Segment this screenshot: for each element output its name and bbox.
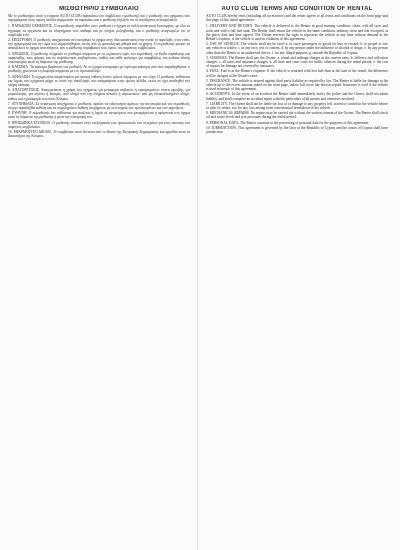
clause-english: 1. DELIVERY AND RETURN. The vehicle is delivered to the Renter in good running condition, clean, with all tyres and tools and with a full fuel tank. The Renter shall return the vehicle in the same condition, ordinary wear and tear excepted, at the place, date and time agreed. The Owner reserves the right to repossess the vehicle at any time without demand at the Renter's expense, if the vehicle is used in violation of this agreement. [206, 24, 388, 42]
clause-english: 4. FUEL. Fuel is at the Renter's expense. If the vehicle is returned with less fuel than at the start of the rental, the difference will be charged at the Owner's rates. [206, 69, 388, 78]
english-terms-column [206, 6, 388, 544]
clause-greek: 8. ΕΥΘΥΝΗ. Ο εκμισθωτής δεν ευθύνεται για απώλεια ή ζημιά σε αντικείμενα που μεταφέρονται ή αφήνονται στο όχημα κατά τη διάρκεια της μίσθωσης ή μετά την επιστροφή του. [8, 111, 190, 120]
clause-greek: 2. ΕΠΙΣΤΡΟΦΗ. Ο μισθωτής υποχρεούται να επιστρέψει το όχημα στην ίδια κατάσταση στην οποία το παρέλαβε, στον τόπο, την ημερομηνία και την ώρα που συμφωνήθηκαν, εκτός από τη φυσιολογική φθορά από τη χρήση. Ο εκμισθωτής μπορεί να ανακαλέσει το όχημα οποτεδήποτε, εάν ο μισθωτής παραβιάσει τους όρους του παρόντος συμβολαίου. [8, 38, 190, 51]
clause-english: 6. ACCIDENTS. In the event of an accident the Renter shall immediately notify the police and the Owner, shall not admit liability, and shall complete an accident report with the particulars of all parties and witnesses involved. [206, 92, 388, 101]
clause-greek: 3. ΧΡΕΩΣΕΙΣ. Ο μισθωτής πληρώνει το μίσθωμα σύμφωνα με τις ισχύουσες τιμές του εκμισθωτή, τα έξοδα παράδοσης και παραλαβής, τους φόρους και τις ασφαλιστικές επιβαρύνσεις, καθώς και κάθε πρόστιμο για παραβάσεις του κώδικα οδικής κυκλοφορίας κατά τη διάρκεια της μίσθωσης. [8, 51, 190, 65]
clause-greek: 9. ΠΡΟΣΩΠΙΚΑ ΣΤΟΙΧΕΙΑ. Ο μισθωτής συναινεί στην επεξεργασία των προσωπικών του στοιχείων για τους σκοπούς του παρόντος συμβολαίου. [8, 120, 190, 129]
english-clause-list [206, 24, 388, 134]
clause-english: 10. JURISDICTION. This agreement is governed by the laws of the Republic of Cyprus and the courts of Cyprus shall have jurisdiction. [206, 125, 388, 135]
greek-terms-column [8, 6, 190, 544]
english-intro: AUTO CLUB hereby rents (including all accessories) and the renter agrees to all terms and conditions on the front page and this page of this rental agreement. [206, 14, 388, 23]
english-title: AUTO CLUB TERMS AND CONDITION OF RENTAL [221, 6, 373, 12]
clause-greek: 7. ΑΤΥΧΗΜΑΤΑ. Σε περίπτωση ατυχήματος ο μισθωτής οφείλει να ειδοποιήσει αμέσως την αστυνομία και τον εκμισθωτή, να μην παραδεχθεί ευθύνη και να συμπληρώσει έκθεση ατυχήματος με τα στοιχεία των εμπλεκομένων και των μαρτύρων. [8, 101, 190, 111]
clause-greek: 5. ΑΣΦΑΛΙΣΗ. Το όχημα είναι ασφαλισμένο για αστική ευθύνη έναντι τρίτων σύμφωνα με τον νόμο. Ο μισθωτής ευθύνεται για ζημιές του οχήματος μέχρι το ποσό της απαλλαγής που αναγράφεται στην πρώτη σελίδα, εκτός αν έχει αποδεχθεί την πλήρη κάλυψη. [8, 74, 190, 88]
fold-line [197, 0, 198, 550]
greek-title: ΜΙΣΘΩΤΗΡΙΟ ΣΥΜΒΟΛΑΙΟ [59, 6, 139, 12]
clause-english: 9. PERSONAL DATA. The Renter consents to the processing of personal data for the purposes of this agreement. [206, 120, 370, 125]
clause-english: 2. USE OF VEHICLE. The vehicle shall not be used: a. to carry passengers or goods for hire or reward; b. to propel or tow any vehicle or trailer; c. in any race, test or contest; d. by any person under the influence of alcohol or drugs; e. by any person other than the Renter or an authorised driver; f. for any illegal purpose; g. outside the Republic of Cyprus. [206, 42, 388, 55]
clause-greek: 4. ΚΑΥΣΙΜΑ. Τα καύσιμα βαρύνουν τον μισθωτή. Αν το όχημα επιστραφεί με λιγότερα καύσιμα από όσα παραλήφθηκαν, ο μισθωτής χρεώνεται τη διαφορά σύμφωνα με τον τιμοκατάλογο. [8, 65, 190, 74]
clause-greek: 1. ΠΑΡΑΔΟΣΗ ΟΧΗΜΑΤΟΣ. Ο εκμισθωτής παραδίδει στον μισθωτή το όχημα σε καλή κατάσταση λειτουργίας, με όλα τα έγγραφα, τα εργαλεία και τα εξαρτήματα του, καθαρό και με πλήρες ρεζερβουάρ, και ο μισθωτής αναγνωρίζει ότι το παρέλαβε έτσι. [8, 24, 190, 37]
clause-greek: 10. ΕΦΑΡΜΟΣΤΕΟ ΔΙΚΑΙΟ. Το συμβόλαιο αυτό διέπεται από το δίκαιο της Κυπριακής Δημοκρατίας και αρμόδια είναι τα Δικαστήρια της Κύπρου. [8, 130, 190, 139]
clause-english: 7. LIABILITY. The Owner shall not be liable for loss of or damage to any property left, stored or carried in the vehicle before or after its return, nor for any loss arising from a mechanical breakdown of the vehicle. [206, 101, 388, 111]
clause-english: 5. INSURANCE. The vehicle is insured against third party liability as required by law. The Renter is liable for damage to the vehicle up to the excess amount stated on the front page, unless full cover has been accepted. Insurance is void if the vehicle is used in breach of this agreement. [206, 78, 388, 92]
greek-intro: Με το μισθωτήριο αυτό η εταιρεία AUTO CLUB (παρακάτω στο συμβόλαιο ο μισθωτής) και ο μισθωτής του οχήματος που περιγράφεται στην πρώτη σελίδα συμφωνούν τα παρακάτω και ο μισθωτής δηλώνει ότι τα αποδέχεται ανεπιφύλακτα. [8, 14, 190, 23]
greek-clause-list [8, 24, 190, 138]
clause-english: 3. CHARGES. The Renter shall pay the Owner: a. rental and mileage charges at the current rates; b. delivery and collection charges; c. all taxes and insurance charges; d. all fines and court costs for traffic offences during the rental period; e. the cost of repairs for damage not covered by insurance. [206, 55, 388, 69]
clause-greek: 6. ΑΠΑΓΟΡΕΥΣΕΙΣ. Απαγορεύεται η χρήση του οχήματος για μεταφορά επιβατών ή εμπορευμάτων έναντι αμοιβής, για ρυμούλκηση, για αγώνες ή δοκιμές, από οδηγό υπό την επήρεια αλκοόλ ή ναρκωτικών, από μη εξουσιοδοτημένο οδηγό, καθώς και η μεταφορά του εκτός Κύπρου. [8, 88, 190, 101]
clause-english: 8. MECHANICAL REPAIRS. No repairs may be carried out without the written consent of the Owner. The Renter shall check oil and water levels and tyre pressures during the rental period. [206, 111, 388, 120]
